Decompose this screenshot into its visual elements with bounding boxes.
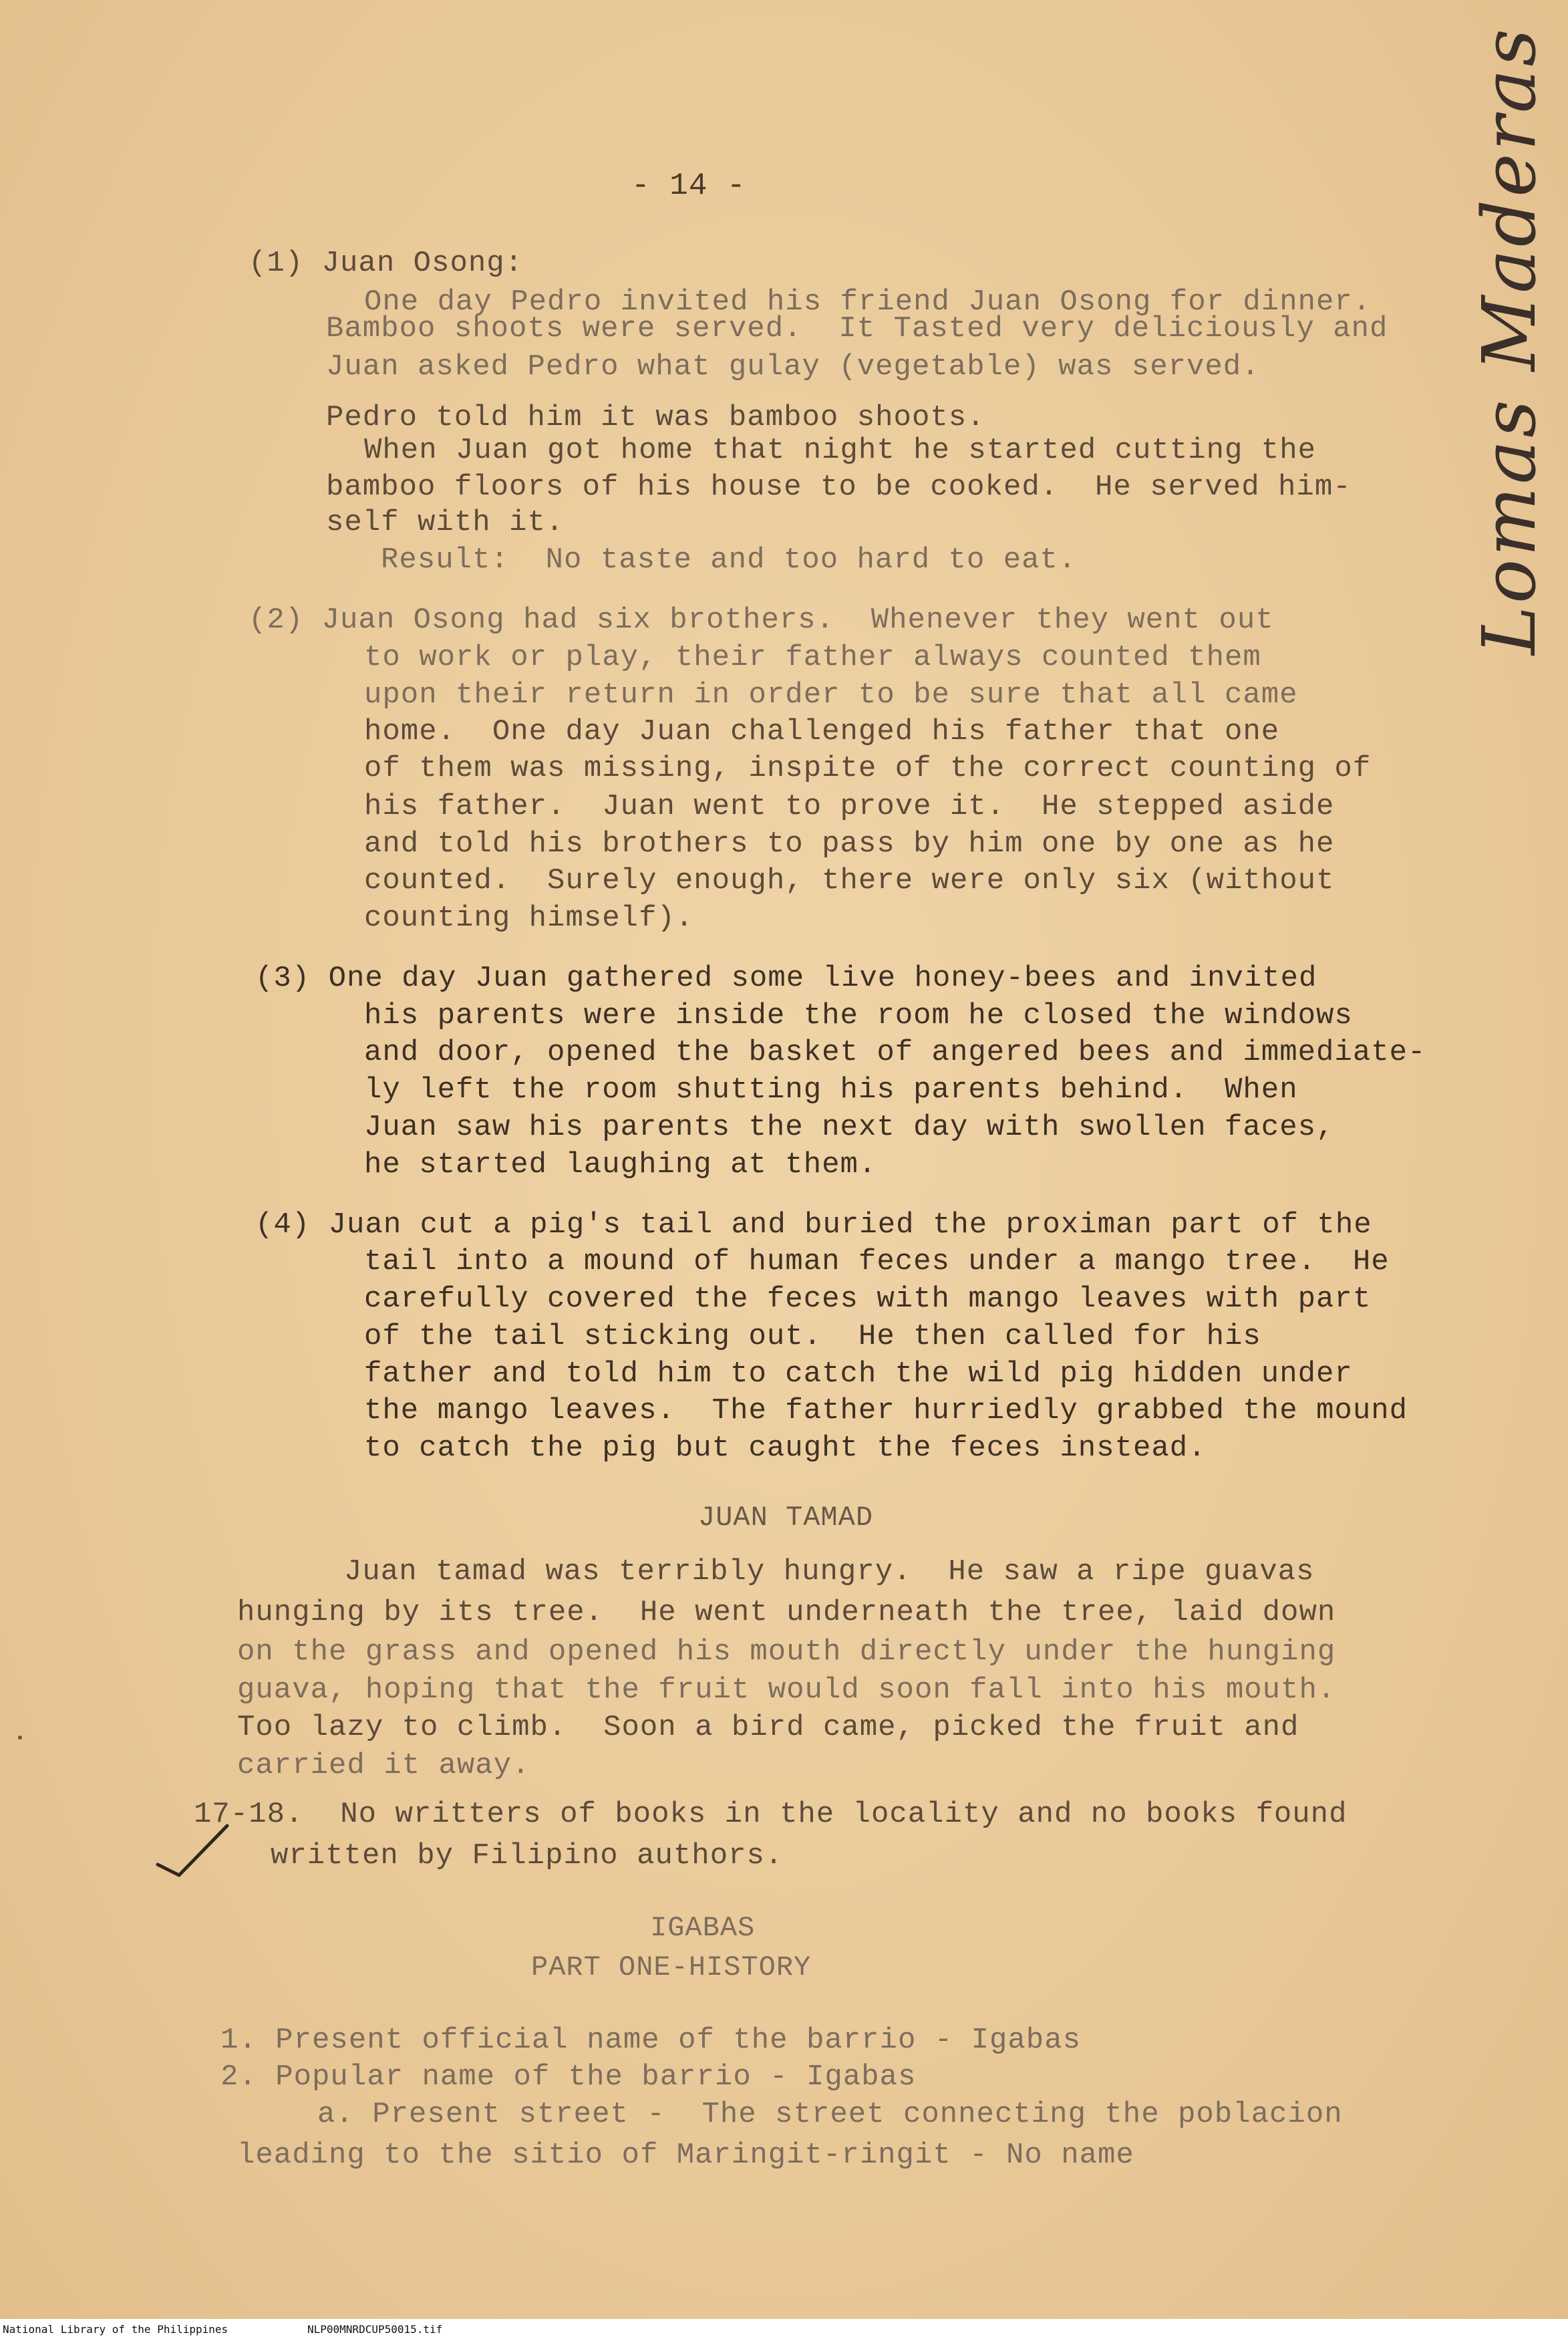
text-line: ly left the room shutting his parents behind. When	[364, 1073, 1298, 1107]
text-line: Juan saw his parents the next day with swollen faces,	[364, 1111, 1335, 1144]
text-line: and door, opened the basket of angered bees and immediate-	[364, 1036, 1426, 1069]
text-line: tail into a mound of human feces under a mango tree. He	[364, 1245, 1390, 1278]
text-line: 17-18. No writters of books in the locality and no books found	[194, 1798, 1348, 1831]
text-line: bamboo floors of his house to be cooked. He served him-	[326, 470, 1352, 504]
text-line: a. Present street - The street connecting the poblacion	[317, 2098, 1343, 2131]
text-line: 1. Present official name of the barrio - Igabas	[220, 2024, 1082, 2057]
footer-library: National Library of the Philippines	[3, 2323, 228, 2336]
text-line: his father. Juan went to prove it. He stepped aside	[364, 790, 1335, 823]
ink-spot	[18, 1736, 22, 1740]
text-line: his parents were inside the room he closed the windows	[364, 999, 1353, 1033]
text-line: carefully covered the feces with mango leaves with part	[364, 1282, 1372, 1316]
section-subheading: PART ONE-HISTORY	[531, 1951, 812, 1983]
text-line: Pedro told him it was bamboo shoots.	[326, 401, 985, 434]
text-line: of the tail sticking out. He then called for his	[364, 1320, 1261, 1353]
text-line: guava, hoping that the fruit would soon fall into his mouth.	[237, 1673, 1336, 1707]
story-heading: (1) Juan Osong:	[249, 247, 524, 280]
text-line: to catch the pig but caught the feces instead.	[364, 1431, 1207, 1465]
text-line: the mango leaves. The father hurriedly grabbed the mound	[364, 1394, 1408, 1427]
text-line: When Juan got home that night he started cutting the	[364, 434, 1317, 467]
text-line: of them was missing, inspite of the correct counting of	[364, 752, 1372, 785]
text-line: hunging by its tree. He went underneath the tree, laid down	[237, 1596, 1336, 1629]
text-line: counted. Surely enough, there were only six (without	[364, 864, 1335, 898]
page-number: - 14 -	[631, 168, 746, 203]
text-line: Juan tamad was terribly hungry. He saw a ripe guavas	[344, 1555, 1315, 1589]
text-line: carried it away.	[237, 1749, 530, 1782]
section-heading: IGABAS	[650, 1912, 756, 1944]
text-line: he started laughing at them.	[364, 1148, 877, 1182]
text-line: father and told him to catch the wild pig hidden under	[364, 1357, 1353, 1391]
text-line: self with it.	[326, 506, 565, 539]
scan-footer	[0, 2319, 1568, 2339]
text-line: 2. Popular name of the barrio - Igabas	[220, 2060, 917, 2094]
text-line: upon their return in order to be sure that all came	[364, 678, 1298, 712]
text-line: on the grass and opened his mouth directly under the hunging	[237, 1635, 1336, 1669]
handwritten-signature: Lomas Maderas	[1466, 26, 1552, 655]
text-line: (4) Juan cut a pig's tail and buried the proximan part of the	[255, 1208, 1372, 1242]
text-line: and told his brothers to pass by him one by one as he	[364, 827, 1335, 861]
text-line: (3) One day Juan gathered some live honey-bees and invited	[255, 962, 1317, 995]
text-line: Bamboo shoots were served. It Tasted very deliciously and	[326, 312, 1388, 346]
section-heading: JUAN TAMAD	[698, 1502, 874, 1534]
text-line: Too lazy to climb. Soon a bird came, picked the fruit and	[237, 1711, 1299, 1744]
text-line: counting himself).	[364, 902, 694, 935]
text-line: leading to the sitio of Maringit-ringit - No name	[237, 2139, 1134, 2172]
text-line: to work or play, their father always counted them	[364, 641, 1261, 674]
text-line: written by Filipino authors.	[271, 1839, 784, 1873]
text-line: (2) Juan Osong had six brothers. Whenever they went out	[249, 603, 1274, 637]
footer-filename: NLP00MNRDCUP50015.tif	[307, 2323, 443, 2336]
text-line: One day Pedro invited his friend Juan Osong for dinner.	[364, 285, 1372, 319]
text-line: home. One day Juan challenged his father that one	[364, 715, 1280, 748]
text-line: Result: No taste and too hard to eat.	[381, 543, 1077, 577]
text-line: Juan asked Pedro what gulay (vegetable) was served.	[326, 350, 1260, 384]
